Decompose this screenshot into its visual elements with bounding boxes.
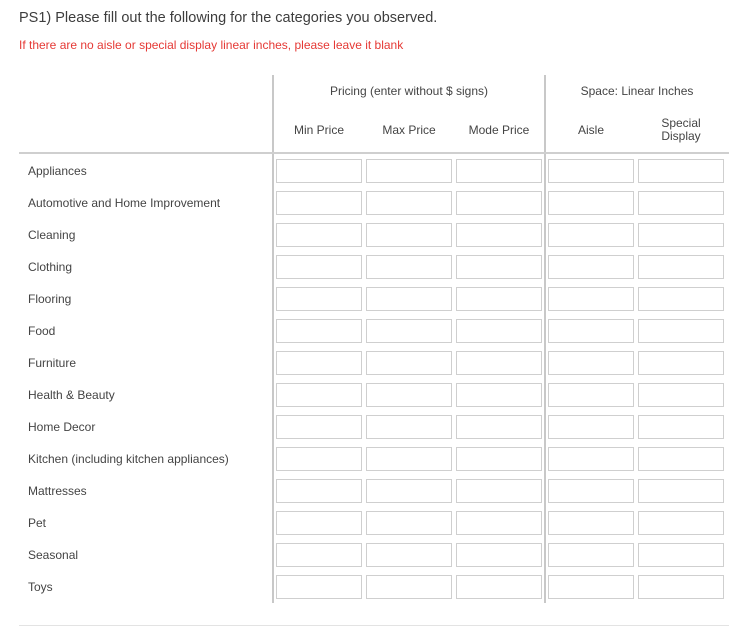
min-price-input[interactable]	[276, 575, 362, 599]
min-price-input[interactable]	[276, 319, 362, 343]
aisle-input[interactable]	[548, 415, 634, 439]
aisle-input[interactable]	[548, 351, 634, 375]
min-price-input[interactable]	[276, 159, 362, 183]
row-label: Cleaning	[28, 228, 76, 242]
special-display-input[interactable]	[638, 319, 724, 343]
mode-price-input[interactable]	[456, 479, 542, 503]
min-price-input[interactable]	[276, 223, 362, 247]
footer-divider	[19, 625, 729, 626]
row-label: Pet	[28, 516, 47, 530]
mode-price-input[interactable]	[456, 191, 542, 215]
special-display-input[interactable]	[638, 383, 724, 407]
mode-price-input[interactable]	[456, 383, 542, 407]
row-label: Food	[28, 324, 56, 338]
group-header-space: Space: Linear Inches	[580, 84, 694, 98]
special-display-input[interactable]	[638, 223, 724, 247]
aisle-input[interactable]	[548, 255, 634, 279]
max-price-input[interactable]	[366, 479, 452, 503]
max-price-input[interactable]	[366, 383, 452, 407]
min-price-input[interactable]	[276, 447, 362, 471]
max-price-input[interactable]	[366, 191, 452, 215]
col-header-aisle: Aisle	[577, 122, 604, 137]
special-display-input[interactable]	[638, 255, 724, 279]
aisle-input[interactable]	[548, 479, 634, 503]
special-display-input[interactable]	[638, 191, 724, 215]
matrix-group-divider	[544, 75, 546, 603]
mode-price-input[interactable]	[456, 159, 542, 183]
max-price-input[interactable]	[366, 575, 452, 599]
special-display-input[interactable]	[638, 511, 724, 535]
instruction-note: If there are no aisle or special display linear inches, please leave it blank	[19, 38, 404, 52]
aisle-input[interactable]	[548, 319, 634, 343]
row-label: Kitchen (including kitchen appliances)	[28, 452, 229, 466]
mode-price-input[interactable]	[456, 447, 542, 471]
special-display-input[interactable]	[638, 159, 724, 183]
special-display-input[interactable]	[638, 479, 724, 503]
mode-price-input[interactable]	[456, 511, 542, 535]
special-display-input[interactable]	[638, 351, 724, 375]
mode-price-input[interactable]	[456, 575, 542, 599]
mode-price-input[interactable]	[456, 319, 542, 343]
matrix-header-divider	[19, 152, 729, 154]
col-header-special-display: Special Display	[661, 116, 701, 143]
matrix-left-divider	[272, 75, 274, 603]
col-header-max-price: Max Price	[382, 122, 436, 137]
col-header-min-price: Min Price	[293, 122, 344, 137]
min-price-input[interactable]	[276, 479, 362, 503]
max-price-input[interactable]	[366, 351, 452, 375]
mode-price-input[interactable]	[456, 255, 542, 279]
aisle-input[interactable]	[548, 383, 634, 407]
min-price-input[interactable]	[276, 383, 362, 407]
min-price-input[interactable]	[276, 415, 362, 439]
row-label: Seasonal	[28, 548, 79, 562]
aisle-input[interactable]	[548, 511, 634, 535]
question-text: PS1) Please fill out the following for the categories you observed.	[19, 10, 438, 26]
max-price-input[interactable]	[366, 319, 452, 343]
aisle-input[interactable]	[548, 159, 634, 183]
min-price-input[interactable]	[276, 351, 362, 375]
special-display-input[interactable]	[638, 447, 724, 471]
min-price-input[interactable]	[276, 287, 362, 311]
min-price-input[interactable]	[276, 511, 362, 535]
special-display-input[interactable]	[638, 575, 724, 599]
max-price-input[interactable]	[366, 543, 452, 567]
row-label: Home Decor	[28, 420, 96, 434]
max-price-input[interactable]	[366, 223, 452, 247]
max-price-input[interactable]	[366, 287, 452, 311]
row-label: Clothing	[28, 260, 73, 274]
min-price-input[interactable]	[276, 543, 362, 567]
mode-price-input[interactable]	[456, 543, 542, 567]
aisle-input[interactable]	[548, 575, 634, 599]
row-label: Mattresses	[28, 484, 87, 498]
min-price-input[interactable]	[276, 191, 362, 215]
mode-price-input[interactable]	[456, 415, 542, 439]
min-price-input[interactable]	[276, 255, 362, 279]
row-label: Furniture	[28, 356, 77, 370]
special-display-input[interactable]	[638, 543, 724, 567]
row-label: Automotive and Home Improvement	[28, 196, 221, 210]
aisle-input[interactable]	[548, 223, 634, 247]
col-header-mode-price: Mode Price	[468, 122, 530, 137]
aisle-input[interactable]	[548, 191, 634, 215]
mode-price-input[interactable]	[456, 351, 542, 375]
mode-price-input[interactable]	[456, 223, 542, 247]
max-price-input[interactable]	[366, 415, 452, 439]
special-display-input[interactable]	[638, 415, 724, 439]
aisle-input[interactable]	[548, 543, 634, 567]
max-price-input[interactable]	[366, 511, 452, 535]
max-price-input[interactable]	[366, 255, 452, 279]
row-label: Health & Beauty	[28, 388, 115, 402]
row-label: Appliances	[28, 164, 87, 178]
special-display-input[interactable]	[638, 287, 724, 311]
aisle-input[interactable]	[548, 287, 634, 311]
row-label: Flooring	[28, 292, 72, 306]
group-header-pricing: Pricing (enter without $ signs)	[329, 84, 489, 98]
row-label: Toys	[28, 580, 53, 594]
max-price-input[interactable]	[366, 159, 452, 183]
aisle-input[interactable]	[548, 447, 634, 471]
max-price-input[interactable]	[366, 447, 452, 471]
mode-price-input[interactable]	[456, 287, 542, 311]
